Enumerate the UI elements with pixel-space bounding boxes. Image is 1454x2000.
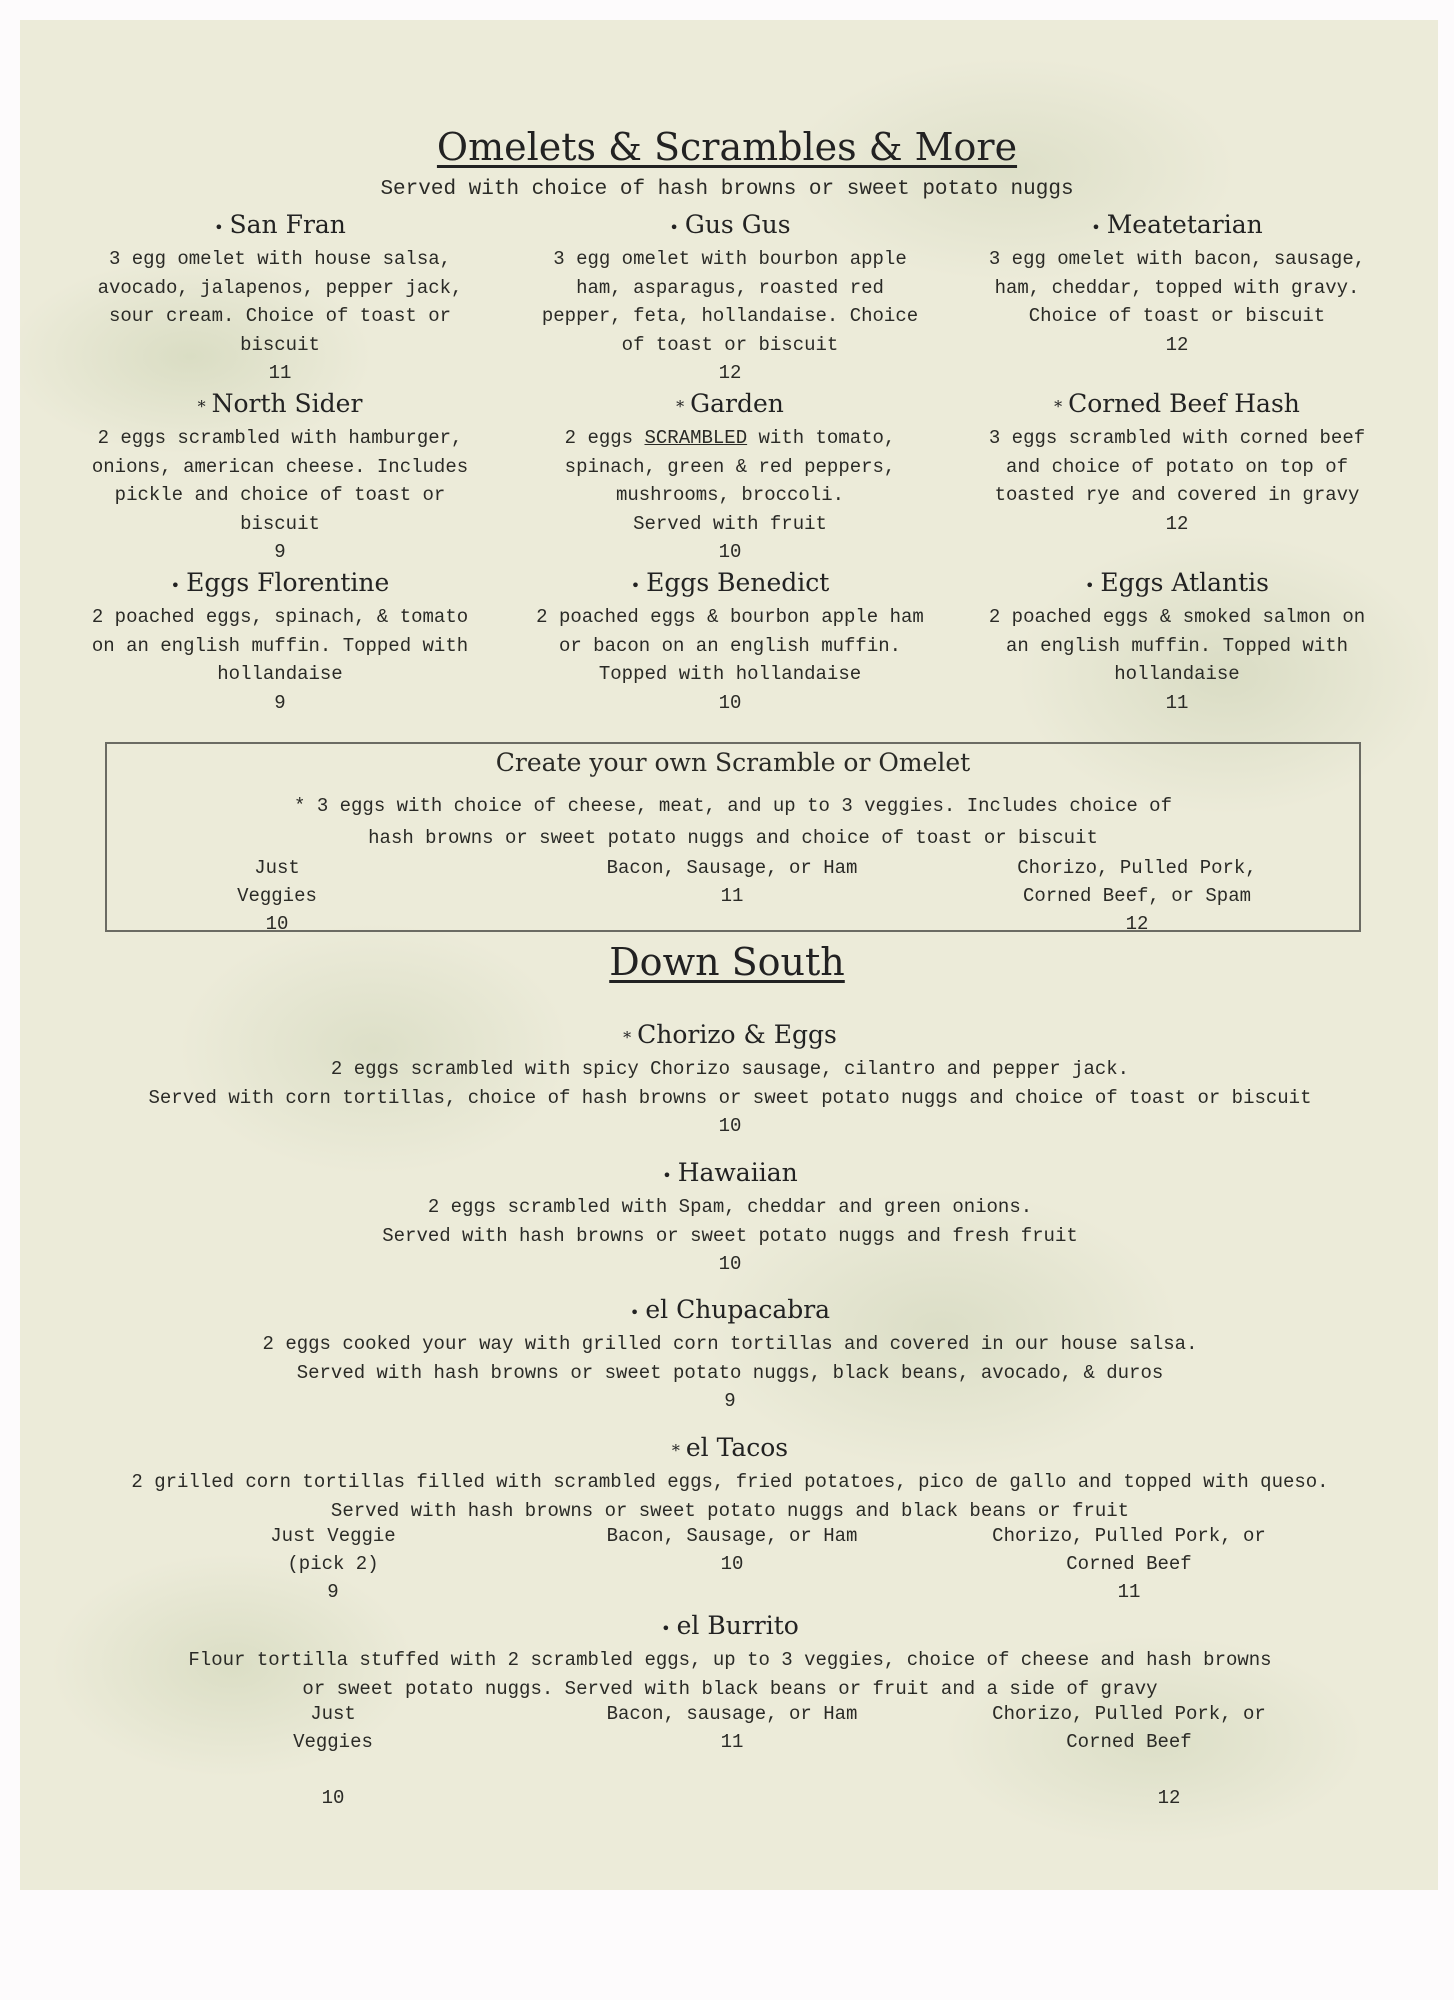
bullet-icon: • — [661, 1619, 671, 1638]
item-name: North Sider — [211, 389, 363, 418]
item-description-note: Served with fruit — [633, 512, 827, 535]
item-price: 10 — [718, 1253, 742, 1275]
item-description: 3 eggs scrambled with corned beef and choice of potato on top of toasted rye and covered in gravy — [988, 427, 1366, 506]
tier-label-2: Veggies — [237, 885, 317, 907]
item-description-line1: 2 grilled corn tortillas filled with scrambled eggs, fried potatoes, pico de gallo and topped with queso. — [131, 1471, 1329, 1493]
tier-price: 12 — [1157, 1787, 1181, 1809]
item-description: 3 egg omelet with house salsa, avocado, jalapenos, pepper jack, sour cream. Choice of toast or biscuit — [97, 248, 463, 356]
bullet-icon: • — [629, 1303, 640, 1322]
cyo-title: Create your own Scramble or Omelet — [495, 748, 971, 777]
item-description-line1: 2 eggs scrambled with Spam, cheddar and green onions. — [427, 1196, 1033, 1218]
menu-item-meatetarian — [982, 208, 1372, 359]
bullet-icon: * — [623, 1028, 632, 1047]
tier-label-2: (pick 2) — [287, 1553, 379, 1575]
menu-item-el-burrito — [40, 1609, 1420, 1703]
item-description-line2: Served with corn tortillas, choice of hash browns or sweet potato nuggs and choice of toast or biscuit — [148, 1086, 1312, 1109]
item-name: el Tacos — [685, 1433, 789, 1462]
menu-item-corned-beef-hash — [982, 387, 1372, 538]
tier-label: Chorizo, Pulled Pork, or — [992, 1525, 1266, 1547]
section-title-down-south: Down South — [609, 940, 845, 984]
menu-item-eggs-atlantis — [982, 566, 1372, 717]
menu-item-el-chupacabra — [40, 1293, 1420, 1415]
burrito-tier-veggies — [168, 1700, 498, 1812]
item-description-line2: Served with hash browns or sweet potato nuggs and fresh fruit — [382, 1224, 1078, 1247]
item-name: Meatetarian — [1106, 210, 1263, 239]
item-price: 10 — [718, 1115, 742, 1137]
section-title-omelets: Omelets & Scrambles & More — [436, 125, 1018, 169]
tacos-tier-premium — [964, 1522, 1294, 1606]
tier-price: 10 — [720, 1553, 744, 1575]
item-description: 2 eggs SCRAMBLED with tomato, spinach, green & red peppers, mushrooms, broccoli. — [564, 427, 896, 506]
item-description: 2 poached eggs & smoked salmon on an english muffin. Topped with hollandaise — [988, 606, 1366, 685]
menu-item-eggs-benedict — [535, 566, 925, 717]
bullet-icon: * — [197, 397, 206, 416]
tier-label-2: Corned Beef, or Spam — [1022, 885, 1252, 907]
item-name: Eggs Florentine — [186, 568, 390, 597]
cyo-description-line1: * 3 eggs with choice of cheese, meat, and up to 3 veggies. Includes choice of — [294, 795, 1172, 817]
item-price: 11 — [1165, 691, 1189, 714]
emphasis-scrambled: SCRAMBLED — [644, 427, 748, 449]
item-price: 10 — [718, 691, 742, 714]
item-description-line1: 2 eggs scrambled with spicy Chorizo sausage, cilantro and pepper jack. — [330, 1058, 1130, 1080]
tier-price: 12 — [1125, 913, 1149, 935]
item-price: 12 — [1165, 333, 1189, 356]
item-description-line2: or sweet potato nuggs. Served with black beans or fruit and a side of gravy — [302, 1677, 1158, 1700]
menu-item-garden — [535, 387, 925, 566]
tier-price: 11 — [720, 1731, 744, 1753]
tier-label-2: Veggies — [293, 1731, 373, 1753]
bullet-icon: • — [170, 576, 181, 595]
item-name: Corned Beef Hash — [1068, 389, 1300, 418]
menu-item-hawaiian — [40, 1156, 1420, 1278]
tier-label: Just Veggie — [270, 1525, 396, 1547]
item-name: Eggs Benedict — [646, 568, 830, 597]
tier-label: Chorizo, Pulled Pork, or — [992, 1703, 1266, 1725]
bullet-icon: • — [669, 218, 679, 237]
tier-price: 9 — [327, 1581, 339, 1603]
item-description: 2 poached eggs & bourbon apple ham or bacon on an english muffin. Topped with hollandaise — [536, 606, 924, 685]
burrito-tier-premium — [964, 1700, 1294, 1812]
item-price: 11 — [268, 362, 292, 384]
create-your-own-box — [105, 742, 1361, 935]
cyo-tier-premium — [972, 854, 1302, 938]
item-description: 3 egg omelet with bourbon apple ham, asparagus, roasted red pepper, feta, hollandaise. Choice of toast or biscuit — [541, 248, 919, 356]
bullet-icon: • — [1091, 218, 1101, 237]
menu-item-el-tacos — [40, 1431, 1420, 1525]
tier-label: Chorizo, Pulled Pork, — [1017, 857, 1257, 879]
item-price: 12 — [1165, 512, 1189, 535]
cyo-tier-veggies — [112, 854, 442, 938]
item-name: Chorizo & Eggs — [637, 1020, 837, 1049]
item-price: 9 — [274, 541, 286, 563]
bullet-icon: • — [662, 1166, 672, 1185]
item-name: el Chupacabra — [645, 1295, 831, 1324]
item-name: San Fran — [229, 210, 346, 239]
tier-label: Bacon, sausage, or Ham — [606, 1703, 858, 1725]
tier-price: 11 — [720, 885, 744, 907]
item-description: 3 egg omelet with bacon, sausage, ham, cheddar, topped with gravy. Choice of toast or biscuit — [988, 248, 1366, 327]
item-name: Gus Gus — [684, 210, 791, 239]
cyo-description-line2: hash browns or sweet potato nuggs and choice of toast or biscuit — [368, 827, 1098, 849]
item-price: 9 — [724, 1390, 736, 1412]
item-price: 10 — [718, 541, 742, 563]
bullet-icon: * — [676, 397, 685, 416]
tier-price: 10 — [321, 1787, 345, 1809]
tier-label: Bacon, Sausage, or Ham — [606, 857, 858, 879]
tier-label: Bacon, Sausage, or Ham — [606, 1525, 858, 1547]
menu-item-chorizo-eggs — [40, 1018, 1420, 1140]
burrito-tier-meat — [567, 1700, 897, 1756]
item-description-line1: 2 eggs cooked your way with grilled corn tortillas and covered in our house salsa. — [262, 1333, 1198, 1355]
bullet-icon: • — [214, 218, 224, 237]
tier-label-2: Corned Beef — [1066, 1553, 1192, 1575]
cyo-tier-meat — [567, 854, 897, 910]
tier-price: 11 — [1117, 1581, 1141, 1603]
tier-label-2: Corned Beef — [1066, 1731, 1192, 1753]
menu-item-gus-gus — [535, 208, 925, 387]
item-description: 2 eggs scrambled with hamburger, onions, american cheese. Includes pickle and choice of toast or biscuit — [91, 427, 469, 535]
item-price: 12 — [718, 362, 742, 384]
bullet-icon: * — [1054, 397, 1063, 416]
item-description-line1: Flour tortilla stuffed with 2 scrambled eggs, up to 3 veggies, choice of cheese and hash browns — [188, 1649, 1272, 1671]
item-description-line2: Served with hash browns or sweet potato nuggs and black beans or fruit — [330, 1499, 1130, 1522]
item-name: el Burrito — [676, 1611, 799, 1640]
bullet-icon: • — [1084, 576, 1095, 595]
menu-item-eggs-florentine — [85, 566, 475, 717]
bullet-icon: * — [671, 1441, 680, 1460]
item-name: Garden — [690, 389, 784, 418]
tier-label: Just — [310, 1703, 356, 1725]
item-description: 2 poached eggs, spinach, & tomato on an english muffin. Topped with hollandaise — [91, 606, 469, 685]
tier-price: 10 — [265, 913, 289, 935]
menu-item-san-fran — [85, 208, 475, 387]
item-description-line2: Served with hash browns or sweet potato nuggs, black beans, avocado, & duros — [296, 1361, 1164, 1384]
item-name: Hawaiian — [677, 1158, 798, 1187]
menu-item-north-sider — [85, 387, 475, 566]
item-price: 9 — [274, 691, 286, 714]
tacos-tier-veggie — [168, 1522, 498, 1606]
tacos-tier-meat — [567, 1522, 897, 1578]
bullet-icon: • — [630, 576, 641, 595]
tier-label: Just — [254, 857, 300, 879]
asterisk-icon: * — [294, 795, 317, 817]
section-subtitle: Served with choice of hash browns or sweet potato nuggs — [380, 178, 1074, 201]
item-name: Eggs Atlantis — [1100, 568, 1269, 597]
